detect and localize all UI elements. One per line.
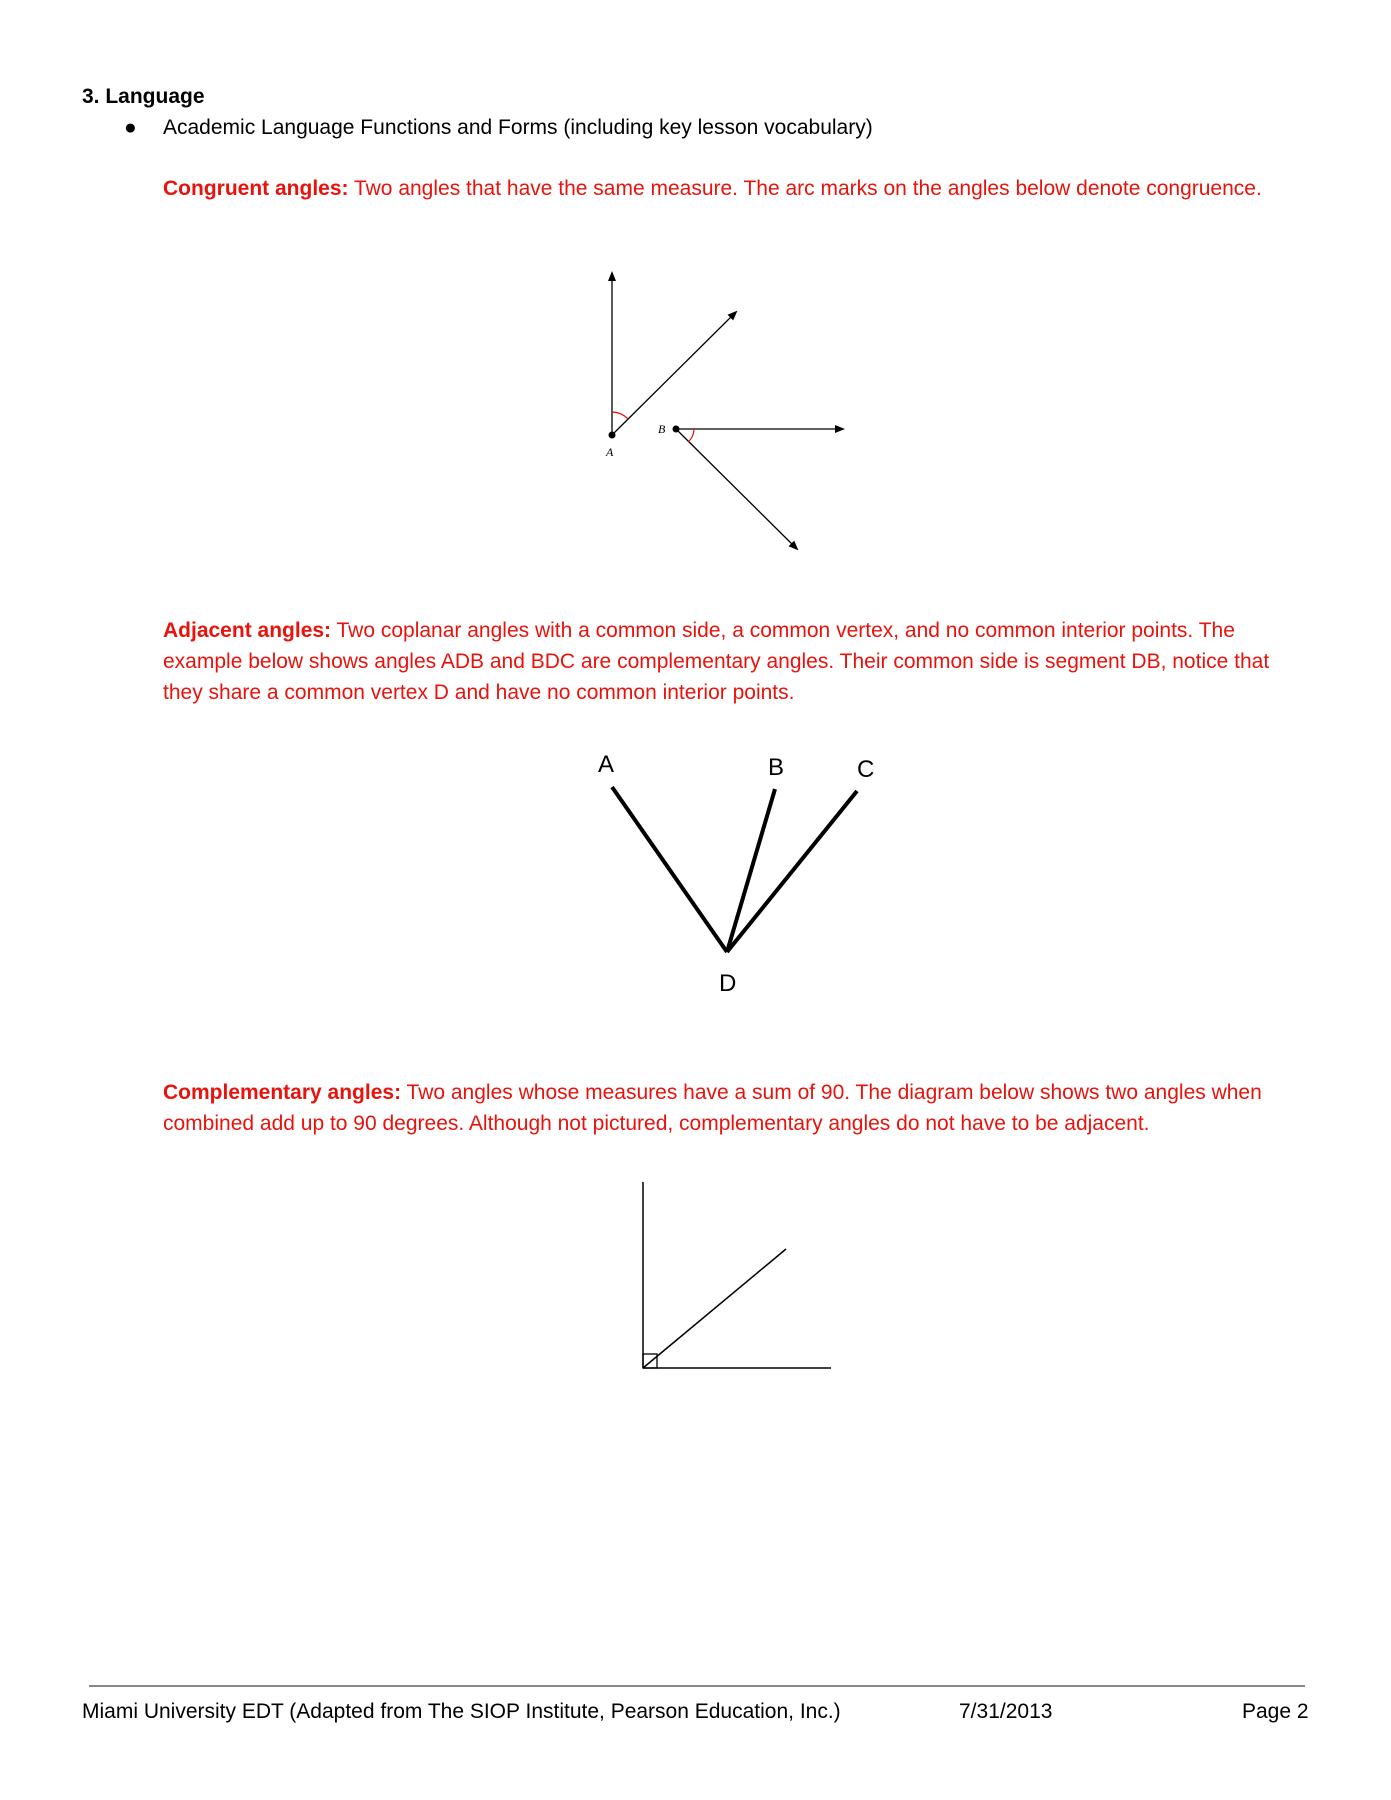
label-a: A — [598, 751, 615, 778]
section-heading: 3. Language — [82, 85, 205, 108]
label-d: D — [719, 970, 737, 997]
complementary-angles-diagram — [643, 1182, 831, 1368]
bullet-icon: ● — [124, 116, 137, 139]
term: Congruent angles: — [163, 177, 349, 200]
term: Adjacent angles: — [163, 619, 332, 642]
footer-date: 7/31/2013 — [959, 1700, 1053, 1723]
label-b: B — [768, 754, 785, 781]
definition: Two angles whose measures have a sum of 90. The diagram below shows two angles when combined add up to 90 degrees. Although not pictured, complementary angles do not have to be adjacent. — [163, 1081, 1262, 1135]
footer-page: Page 2 — [1242, 1700, 1309, 1723]
term: Complementary angles: — [163, 1081, 402, 1104]
definition: Two angles that have the same measure. The arc marks on the angles below denote congruence. — [348, 177, 1262, 200]
bullet-text: Academic Language Functions and Forms (including key lesson vocabulary) — [163, 116, 873, 139]
label-c: C — [857, 756, 875, 783]
congruent-angles-diagram — [605, 273, 843, 549]
label-a: A — [606, 445, 614, 459]
definition: Two coplanar angles with a common side, a common vertex, and no common interior points. The example below shows angles ADB and BDC are complementary angles. Their common side is segment DB, notice that they share a common vertex D and have no common interior points. — [163, 619, 1270, 704]
footer-source: Miami University EDT (Adapted from The SIOP Institute, Pearson Education, Inc.) — [82, 1700, 841, 1723]
adjacent-angles-diagram — [598, 751, 874, 997]
label-b: B — [658, 422, 666, 436]
